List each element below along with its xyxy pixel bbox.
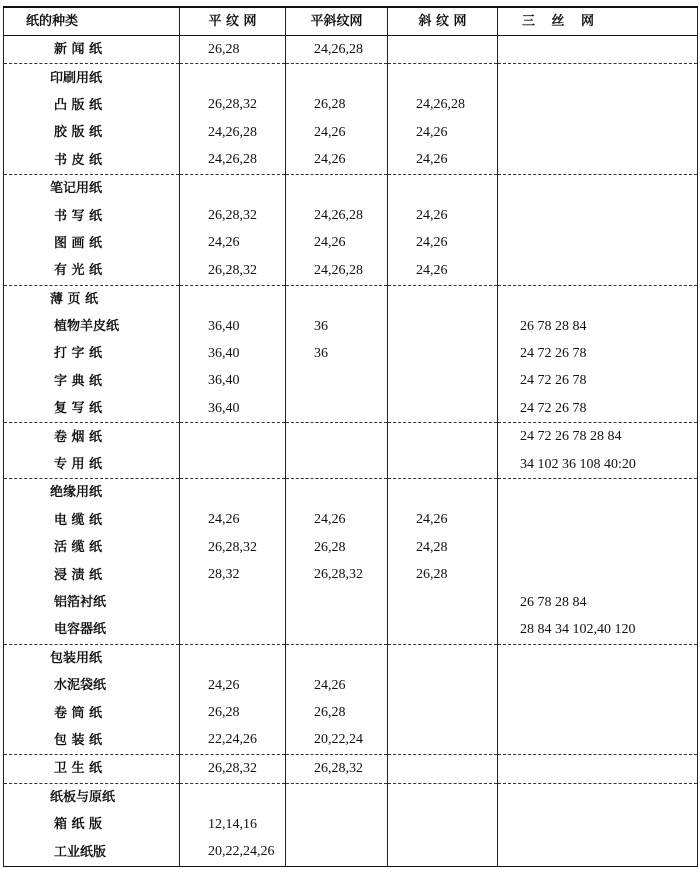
plain-weave-cell: 36,40 bbox=[180, 313, 286, 340]
three-strand-cell: 28 84 34 102,40 120 bbox=[498, 616, 698, 644]
plain-weave-cell: 36,40 bbox=[180, 368, 286, 395]
table-row bbox=[4, 644, 698, 672]
twill-cell bbox=[388, 811, 498, 838]
twill-cell: 24,26 bbox=[388, 119, 498, 146]
paper-type-cell: 打 字 纸 bbox=[4, 340, 180, 367]
plain-weave-cell bbox=[180, 589, 286, 616]
three-strand-cell bbox=[498, 285, 698, 313]
plain-weave-cell bbox=[180, 616, 286, 644]
semi-twill-cell bbox=[286, 285, 388, 313]
three-strand-cell bbox=[498, 727, 698, 755]
three-strand-cell bbox=[498, 561, 698, 588]
three-strand-cell bbox=[498, 672, 698, 699]
twill-cell: 24,26 bbox=[388, 257, 498, 285]
table-row bbox=[4, 36, 698, 64]
table-row bbox=[4, 507, 698, 534]
twill-cell bbox=[388, 285, 498, 313]
table-row bbox=[4, 727, 698, 755]
three-strand-cell bbox=[498, 838, 698, 866]
paper-type-cell: 复 写 纸 bbox=[4, 395, 180, 423]
paper-type-cell: 水泥袋纸 bbox=[4, 672, 180, 699]
paper-type-cell: 铝箔衬纸 bbox=[4, 589, 180, 616]
table-row bbox=[4, 119, 698, 146]
header-semi-twill: 平斜纹网 bbox=[286, 7, 388, 36]
semi-twill-cell: 24,26 bbox=[286, 507, 388, 534]
semi-twill-cell bbox=[286, 644, 388, 672]
semi-twill-cell: 36 bbox=[286, 313, 388, 340]
table-row bbox=[4, 672, 698, 699]
twill-cell bbox=[388, 174, 498, 202]
twill-cell bbox=[388, 368, 498, 395]
twill-cell bbox=[388, 616, 498, 644]
table-row bbox=[4, 755, 698, 783]
table-row bbox=[4, 395, 698, 423]
semi-twill-cell bbox=[286, 451, 388, 479]
table-row bbox=[4, 230, 698, 257]
table-row bbox=[4, 838, 698, 866]
plain-weave-cell: 24,26,28 bbox=[180, 119, 286, 146]
plain-weave-cell: 20,22,24,26 bbox=[180, 838, 286, 866]
paper-type-cell: 植物羊皮纸 bbox=[4, 313, 180, 340]
table-row bbox=[4, 423, 698, 451]
plain-weave-cell bbox=[180, 285, 286, 313]
paper-type-cell: 凸 版 纸 bbox=[4, 92, 180, 119]
semi-twill-cell: 24,26 bbox=[286, 230, 388, 257]
paper-type-cell: 箱 纸 版 bbox=[4, 811, 180, 838]
table-row bbox=[4, 64, 698, 92]
twill-cell bbox=[388, 36, 498, 64]
header-three-strand: 三 丝 网 bbox=[498, 7, 698, 36]
three-strand-cell bbox=[498, 257, 698, 285]
twill-cell bbox=[388, 589, 498, 616]
paper-type-cell: 电 缆 纸 bbox=[4, 507, 180, 534]
twill-cell bbox=[388, 783, 498, 811]
twill-cell bbox=[388, 451, 498, 479]
paper-type-cell: 印刷用纸 bbox=[4, 64, 180, 92]
semi-twill-cell bbox=[286, 811, 388, 838]
plain-weave-cell bbox=[180, 174, 286, 202]
semi-twill-cell: 26,28,32 bbox=[286, 755, 388, 783]
plain-weave-cell: 12,14,16 bbox=[180, 811, 286, 838]
semi-twill-cell: 26,28 bbox=[286, 92, 388, 119]
plain-weave-cell bbox=[180, 64, 286, 92]
paper-type-cell: 新 闻 纸 bbox=[4, 36, 180, 64]
paper-type-cell: 浸 渍 纸 bbox=[4, 561, 180, 588]
paper-type-cell: 专 用 纸 bbox=[4, 451, 180, 479]
semi-twill-cell bbox=[286, 174, 388, 202]
twill-cell: 24,26 bbox=[388, 202, 498, 229]
semi-twill-cell bbox=[286, 395, 388, 423]
table-row bbox=[4, 313, 698, 340]
twill-cell bbox=[388, 313, 498, 340]
paper-type-cell: 纸板与原纸 bbox=[4, 783, 180, 811]
three-strand-cell bbox=[498, 811, 698, 838]
paper-type-cell: 电容器纸 bbox=[4, 616, 180, 644]
three-strand-cell bbox=[498, 64, 698, 92]
twill-cell: 26,28 bbox=[388, 561, 498, 588]
table-row bbox=[4, 257, 698, 285]
twill-cell: 24,26 bbox=[388, 147, 498, 175]
semi-twill-cell bbox=[286, 589, 388, 616]
three-strand-cell bbox=[498, 479, 698, 507]
table-row bbox=[4, 202, 698, 229]
three-strand-cell: 24 72 26 78 bbox=[498, 395, 698, 423]
twill-cell bbox=[388, 755, 498, 783]
semi-twill-cell: 24,26,28 bbox=[286, 202, 388, 229]
twill-cell bbox=[388, 423, 498, 451]
three-strand-cell bbox=[498, 147, 698, 175]
twill-cell bbox=[388, 727, 498, 755]
paper-type-cell: 卷 筒 纸 bbox=[4, 699, 180, 726]
table-row bbox=[4, 340, 698, 367]
twill-cell: 24,26,28 bbox=[388, 92, 498, 119]
three-strand-cell: 26 78 28 84 bbox=[498, 589, 698, 616]
semi-twill-cell: 26,28 bbox=[286, 534, 388, 561]
plain-weave-cell: 26,28,32 bbox=[180, 534, 286, 561]
table-row bbox=[4, 285, 698, 313]
paper-type-cell: 卷 烟 纸 bbox=[4, 423, 180, 451]
semi-twill-cell bbox=[286, 423, 388, 451]
twill-cell bbox=[388, 395, 498, 423]
header-twill: 斜 纹 网 bbox=[388, 7, 498, 36]
paper-type-cell: 有 光 纸 bbox=[4, 257, 180, 285]
paper-type-cell: 工业纸版 bbox=[4, 838, 180, 866]
table-row bbox=[4, 561, 698, 588]
plain-weave-cell bbox=[180, 423, 286, 451]
twill-cell: 24,26 bbox=[388, 230, 498, 257]
semi-twill-cell: 24,26 bbox=[286, 147, 388, 175]
semi-twill-cell: 24,26 bbox=[286, 119, 388, 146]
paper-type-cell: 活 缆 纸 bbox=[4, 534, 180, 561]
paper-type-cell: 卫 生 纸 bbox=[4, 755, 180, 783]
table-row bbox=[4, 174, 698, 202]
plain-weave-cell: 22,24,26 bbox=[180, 727, 286, 755]
semi-twill-cell bbox=[286, 783, 388, 811]
paper-type-cell: 书 写 纸 bbox=[4, 202, 180, 229]
paper-type-cell: 胶 版 纸 bbox=[4, 119, 180, 146]
table-row bbox=[4, 811, 698, 838]
table-row bbox=[4, 589, 698, 616]
table-row bbox=[4, 147, 698, 175]
twill-cell bbox=[388, 672, 498, 699]
table-row bbox=[4, 783, 698, 811]
plain-weave-cell: 24,26 bbox=[180, 672, 286, 699]
plain-weave-cell: 26,28 bbox=[180, 36, 286, 64]
semi-twill-cell: 36 bbox=[286, 340, 388, 367]
table-row bbox=[4, 699, 698, 726]
semi-twill-cell bbox=[286, 64, 388, 92]
header-paper-type: 纸的种类 bbox=[4, 7, 180, 36]
semi-twill-cell bbox=[286, 368, 388, 395]
table-row bbox=[4, 451, 698, 479]
plain-weave-cell bbox=[180, 451, 286, 479]
plain-weave-cell: 24,26 bbox=[180, 507, 286, 534]
twill-cell bbox=[388, 64, 498, 92]
twill-cell bbox=[388, 644, 498, 672]
three-strand-cell: 34 102 36 108 40:20 bbox=[498, 451, 698, 479]
three-strand-cell bbox=[498, 174, 698, 202]
semi-twill-cell bbox=[286, 616, 388, 644]
plain-weave-cell: 36,40 bbox=[180, 395, 286, 423]
three-strand-cell: 24 72 26 78 bbox=[498, 340, 698, 367]
three-strand-cell: 26 78 28 84 bbox=[498, 313, 698, 340]
plain-weave-cell bbox=[180, 644, 286, 672]
plain-weave-cell: 24,26,28 bbox=[180, 147, 286, 175]
plain-weave-cell: 36,40 bbox=[180, 340, 286, 367]
paper-type-cell: 包 装 纸 bbox=[4, 727, 180, 755]
table-row bbox=[4, 616, 698, 644]
semi-twill-cell: 20,22,24 bbox=[286, 727, 388, 755]
three-strand-cell: 24 72 26 78 28 84 bbox=[498, 423, 698, 451]
three-strand-cell bbox=[498, 119, 698, 146]
plain-weave-cell: 26,28,32 bbox=[180, 202, 286, 229]
twill-cell bbox=[388, 838, 498, 866]
semi-twill-cell bbox=[286, 838, 388, 866]
paper-type-cell: 包装用纸 bbox=[4, 644, 180, 672]
semi-twill-cell: 24,26,28 bbox=[286, 36, 388, 64]
three-strand-cell bbox=[498, 644, 698, 672]
paper-type-cell: 笔记用纸 bbox=[4, 174, 180, 202]
table-body bbox=[4, 36, 698, 867]
table-row bbox=[4, 479, 698, 507]
plain-weave-cell bbox=[180, 479, 286, 507]
plain-weave-cell bbox=[180, 783, 286, 811]
three-strand-cell bbox=[498, 755, 698, 783]
three-strand-cell bbox=[498, 534, 698, 561]
semi-twill-cell: 24,26,28 bbox=[286, 257, 388, 285]
twill-cell: 24,28 bbox=[388, 534, 498, 561]
twill-cell bbox=[388, 340, 498, 367]
three-strand-cell bbox=[498, 202, 698, 229]
semi-twill-cell: 26,28 bbox=[286, 699, 388, 726]
paper-type-cell: 图 画 纸 bbox=[4, 230, 180, 257]
three-strand-cell bbox=[498, 783, 698, 811]
three-strand-cell: 24 72 26 78 bbox=[498, 368, 698, 395]
table-row bbox=[4, 534, 698, 561]
semi-twill-cell: 24,26 bbox=[286, 672, 388, 699]
plain-weave-cell: 26,28 bbox=[180, 699, 286, 726]
three-strand-cell bbox=[498, 699, 698, 726]
paper-mesh-table bbox=[3, 6, 698, 867]
three-strand-cell bbox=[498, 507, 698, 534]
twill-cell bbox=[388, 699, 498, 726]
plain-weave-cell: 26,28,32 bbox=[180, 257, 286, 285]
semi-twill-cell: 26,28,32 bbox=[286, 561, 388, 588]
paper-type-cell: 绝缘用纸 bbox=[4, 479, 180, 507]
plain-weave-cell: 24,26 bbox=[180, 230, 286, 257]
paper-type-cell: 字 典 纸 bbox=[4, 368, 180, 395]
header-row bbox=[4, 7, 698, 36]
paper-type-cell: 书 皮 纸 bbox=[4, 147, 180, 175]
table-row bbox=[4, 92, 698, 119]
table-row bbox=[4, 368, 698, 395]
twill-cell: 24,26 bbox=[388, 507, 498, 534]
plain-weave-cell: 26,28,32 bbox=[180, 755, 286, 783]
plain-weave-cell: 28,32 bbox=[180, 561, 286, 588]
twill-cell bbox=[388, 479, 498, 507]
plain-weave-cell: 26,28,32 bbox=[180, 92, 286, 119]
paper-type-cell: 薄 页 纸 bbox=[4, 285, 180, 313]
header-plain-weave: 平 纹 网 bbox=[180, 7, 286, 36]
three-strand-cell bbox=[498, 92, 698, 119]
semi-twill-cell bbox=[286, 479, 388, 507]
three-strand-cell bbox=[498, 36, 698, 64]
three-strand-cell bbox=[498, 230, 698, 257]
